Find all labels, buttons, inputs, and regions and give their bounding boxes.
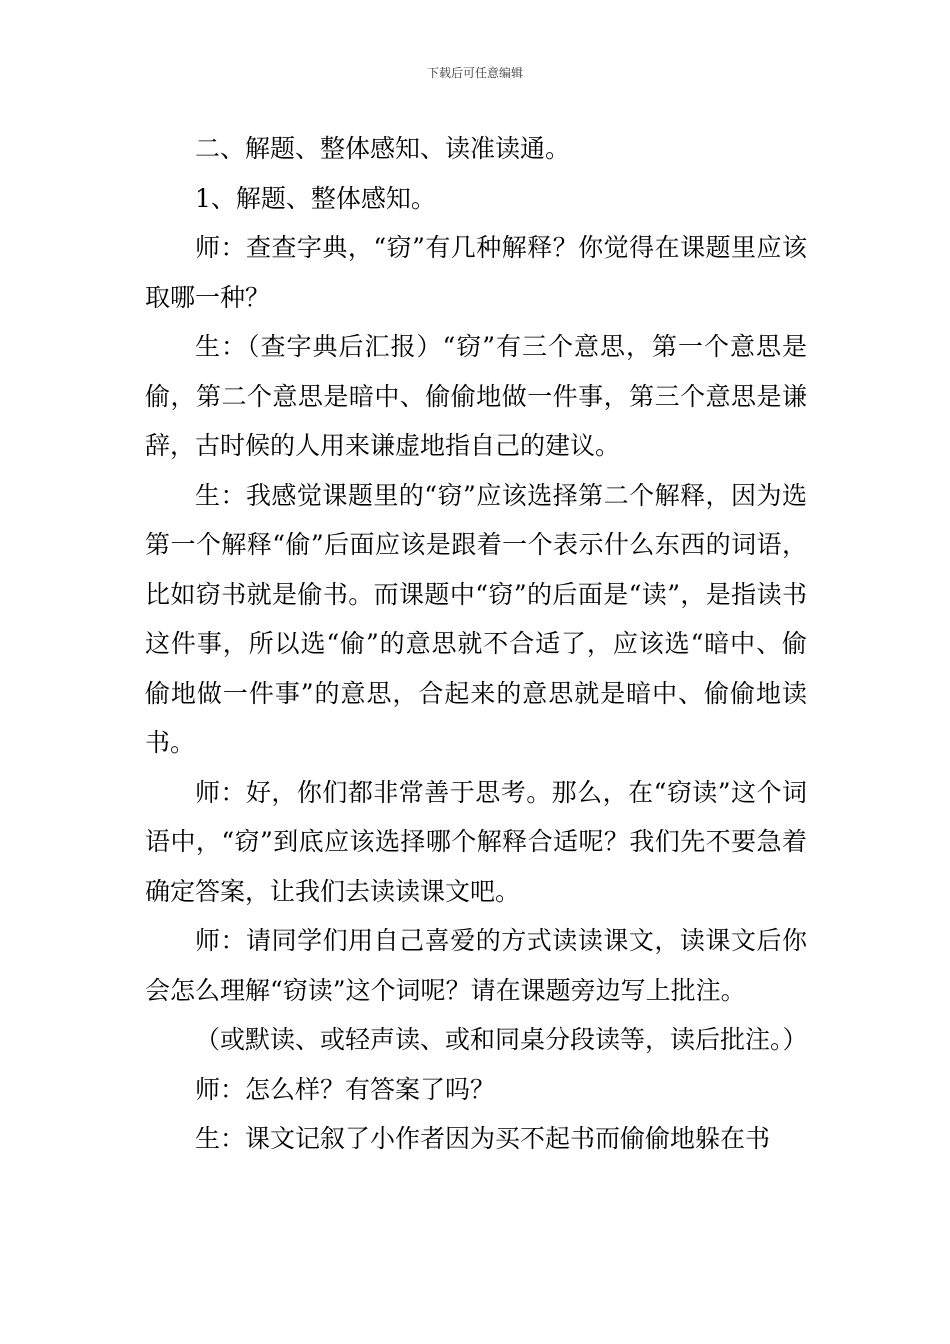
paragraph: 生：课文记叙了小作者因为买不起书而偷偷地躲在书 (195, 1124, 771, 1153)
page-header: 下载后可任意编辑 (426, 66, 523, 80)
paragraph: 生：我感觉课题里的“窃”应该选择第二个解释，因为选第一个解释“偷”后面应该是跟着一个表示什么东西的词语，比如窃书就是偷书。而课题中“窃”的后面是“读”，是指读书这件事，所以选“偷”的意思就不合适了，应该选“暗中、偷偷地做一件事”的意思，合起来的意思就是暗中、偷偷地读书。 (145, 480, 807, 757)
paragraph: （或默读、或轻声读、或和同桌分段读等，读后批注。） (195, 1025, 808, 1054)
paragraph: 师：好，你们都非常善于思考。那么，在“窃读”这个词语中，“窃”到底应该选择哪个解释合适呢？我们先不要急着确定答案，让我们去读读课文吧。 (145, 777, 807, 906)
paragraph: 师：查查字典，“窃”有几种解释？你觉得在课题里应该取哪一种？ (145, 233, 807, 312)
document-body (145, 124, 807, 1164)
paragraph: 生：（查字典后汇报）“窃”有三个意思，第一个意思是偷，第二个意思是暗中、偷偷地做一件事，第三个意思是谦辞，古时候的人用来谦虚地指自己的建议。 (145, 332, 807, 460)
paragraph: 师：请同学们用自己喜爱的方式读读课文，读课文后你会怎么理解“窃读”这个词呢？请在课题旁边写上批注。 (145, 926, 807, 1005)
paragraph: 师：怎么样？有答案了吗？ (195, 1074, 496, 1104)
section-heading: 二、解题、整体感知、读准读通。 (195, 134, 571, 163)
subsection-heading: 1、解题、整体感知。 (195, 183, 436, 213)
